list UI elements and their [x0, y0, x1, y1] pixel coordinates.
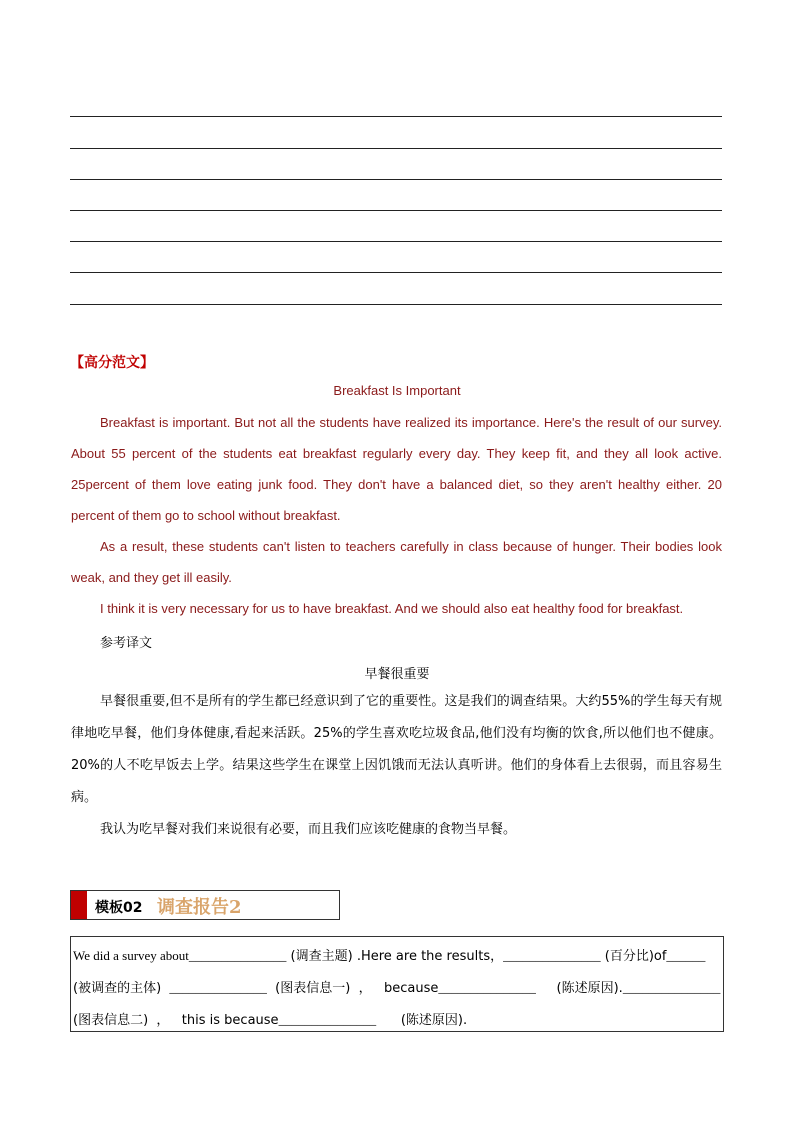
blank[interactable]: _______________: [278, 1012, 377, 1027]
template-fill-box: [70, 936, 724, 1032]
template-label: 模板02: [95, 900, 143, 916]
template-text: (陈述原因).: [376, 1013, 468, 1028]
template-text: (陈述原因).: [535, 981, 623, 996]
writing-line: [70, 210, 722, 211]
translation-label: 参考译文: [100, 636, 153, 651]
translation-paragraph: 我认为吃早餐对我们来说很有必要，而且我们应该吃健康的食物当早餐。: [100, 822, 517, 837]
template-text: (调查主题) .Here are the results，: [286, 949, 504, 964]
writing-line: [70, 179, 722, 180]
model-essay-heading: 【高分范文】: [70, 355, 154, 371]
blank[interactable]: _______________: [188, 948, 287, 963]
blank[interactable]: ______: [666, 948, 706, 963]
template-text: (图表信息二) ， this is because: [73, 1013, 279, 1028]
writing-line: [70, 304, 722, 305]
template-line: [73, 1009, 467, 1028]
blank[interactable]: _______________: [622, 980, 721, 995]
blank[interactable]: _______________: [503, 948, 601, 963]
writing-line: [70, 116, 722, 117]
template-accent-bar: [71, 891, 87, 919]
writing-line: [70, 241, 722, 242]
blank[interactable]: _______________: [438, 980, 536, 995]
template-text: We did a survey about: [73, 948, 189, 963]
template-text: (被调查的主体): [73, 981, 170, 996]
template-title: 调查报告2: [157, 897, 242, 918]
template-header: [70, 890, 340, 920]
essay-paragraph: Breakfast is important. But not all the students have realized its importance. Here's the result of our survey. About 55 percent of the students eat breakfast regularly every day. They keep fit, and they all look active. 25percent of them love eating junk food. They don't have a balanced diet, so they aren't healthy either. 20 percent of them go to school without breakfast.: [71, 415, 722, 523]
essay-title: Breakfast Is Important: [333, 383, 461, 398]
blank[interactable]: _______________: [169, 980, 267, 995]
writing-line: [70, 148, 722, 149]
translation-paragraph: 早餐很重要,但不是所有的学生都已经意识到了它的重要性。这是我们的调查结果。大约55%的学生每天有规律地吃早餐，他们身体健康,看起来活跃。25%的学生喜欢吃垃圾食品,他们没有均衡的饮食,所以他们也不健康。20%的人不吃早饭去上学。结果这些学生在课堂上因饥饿而无法认真听讲。他们的身体看上去很弱，而且容易生病。: [71, 694, 722, 805]
essay-paragraph: As a result, these students can't listen to teachers carefully in class because of hunger. Their bodies look weak, and they get ill easily.: [71, 539, 722, 585]
translation-title: 早餐很重要: [364, 667, 430, 682]
essay-paragraph: I think it is very necessary for us to have breakfast. And we should also eat healthy food for breakfast.: [100, 601, 684, 616]
template-line: [73, 977, 720, 996]
template-text: (百分比)of: [600, 949, 667, 964]
writing-line: [70, 272, 722, 273]
template-line: [73, 945, 705, 964]
template-text: (图表信息一) ， because: [266, 981, 439, 996]
